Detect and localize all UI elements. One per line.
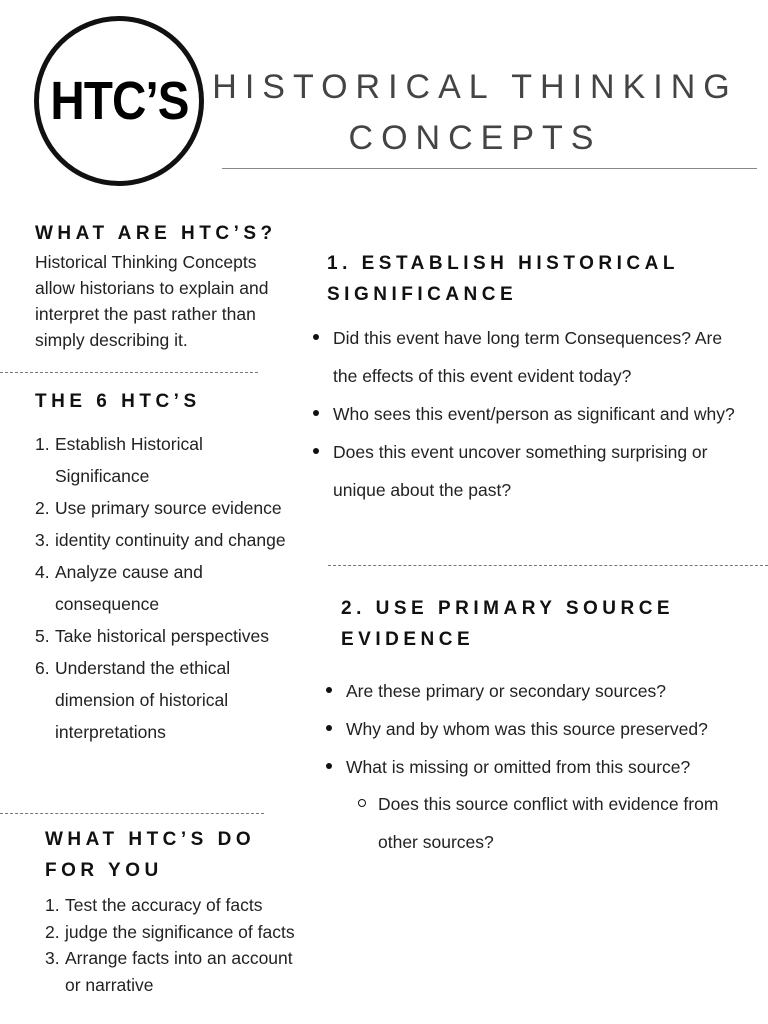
do-for-you-section [45, 824, 305, 998]
six-htcs-section [35, 386, 300, 748]
list-item: Did this event have long term Consequences? Are the effects of this event evident today? [313, 319, 741, 395]
list-item: Are these primary or secondary sources? [326, 672, 746, 710]
section-2-heading-line2: EVIDENCE [341, 629, 475, 650]
list-item: identity continuity and change [55, 530, 286, 550]
list-item: Analyze cause and consequence [55, 562, 203, 614]
do-for-you-heading-line1: WHAT HTC’S DO [45, 829, 256, 850]
what-are-heading: WHAT ARE HTC’S? [35, 223, 277, 244]
section-2-bullets [326, 672, 746, 786]
logo [34, 16, 204, 186]
list-item: Establish Historical Significance [55, 434, 203, 486]
divider [0, 813, 264, 814]
page-title-line1: HISTORICAL THINKING [212, 68, 738, 106]
section-1 [327, 248, 747, 310]
list-item: Who sees this event/person as significant and why? [313, 395, 741, 433]
list-item: Does this event uncover something surprising or unique about the past? [313, 433, 741, 509]
list-item: Does this source conflict with evidence from other sources? [326, 785, 746, 861]
do-for-you-heading-line2: FOR YOU [45, 860, 163, 881]
list-item: Why and by whom was this source preserved? [326, 710, 746, 748]
section-2 [341, 593, 751, 655]
what-are-section [35, 218, 285, 353]
list-item: Take historical perspectives [55, 626, 269, 646]
six-htcs-list [35, 428, 300, 748]
do-for-you-list [45, 892, 305, 998]
what-are-body: Historical Thinking Concepts allow historians to explain and interpret the past rather than simply describing it. [35, 252, 269, 350]
list-item: judge the significance of facts [65, 921, 295, 942]
divider [328, 565, 768, 566]
page-title-line2: CONCEPTS [348, 119, 602, 157]
six-htcs-heading: THE 6 HTC’S [35, 391, 201, 412]
list-item: Arrange facts into an account or narrative [65, 948, 293, 995]
list-item: Understand the ethical dimension of historical interpretations [55, 658, 231, 742]
section-1-heading-line1: 1. ESTABLISH HISTORICAL [327, 253, 679, 274]
list-item: What is missing or omitted from this source? [326, 748, 746, 786]
section-2-sub-bullets [326, 785, 746, 861]
logo-text: HTC’S [49, 71, 189, 131]
section-1-bullets [313, 319, 741, 509]
title-divider [222, 168, 757, 169]
divider [0, 372, 258, 373]
list-item: Test the accuracy of facts [65, 895, 263, 915]
section-2-heading-line1: 2. USE PRIMARY SOURCE [341, 598, 675, 619]
list-item: Use primary source evidence [55, 498, 282, 518]
section-1-heading-line2: SIGNIFICANCE [327, 284, 518, 305]
